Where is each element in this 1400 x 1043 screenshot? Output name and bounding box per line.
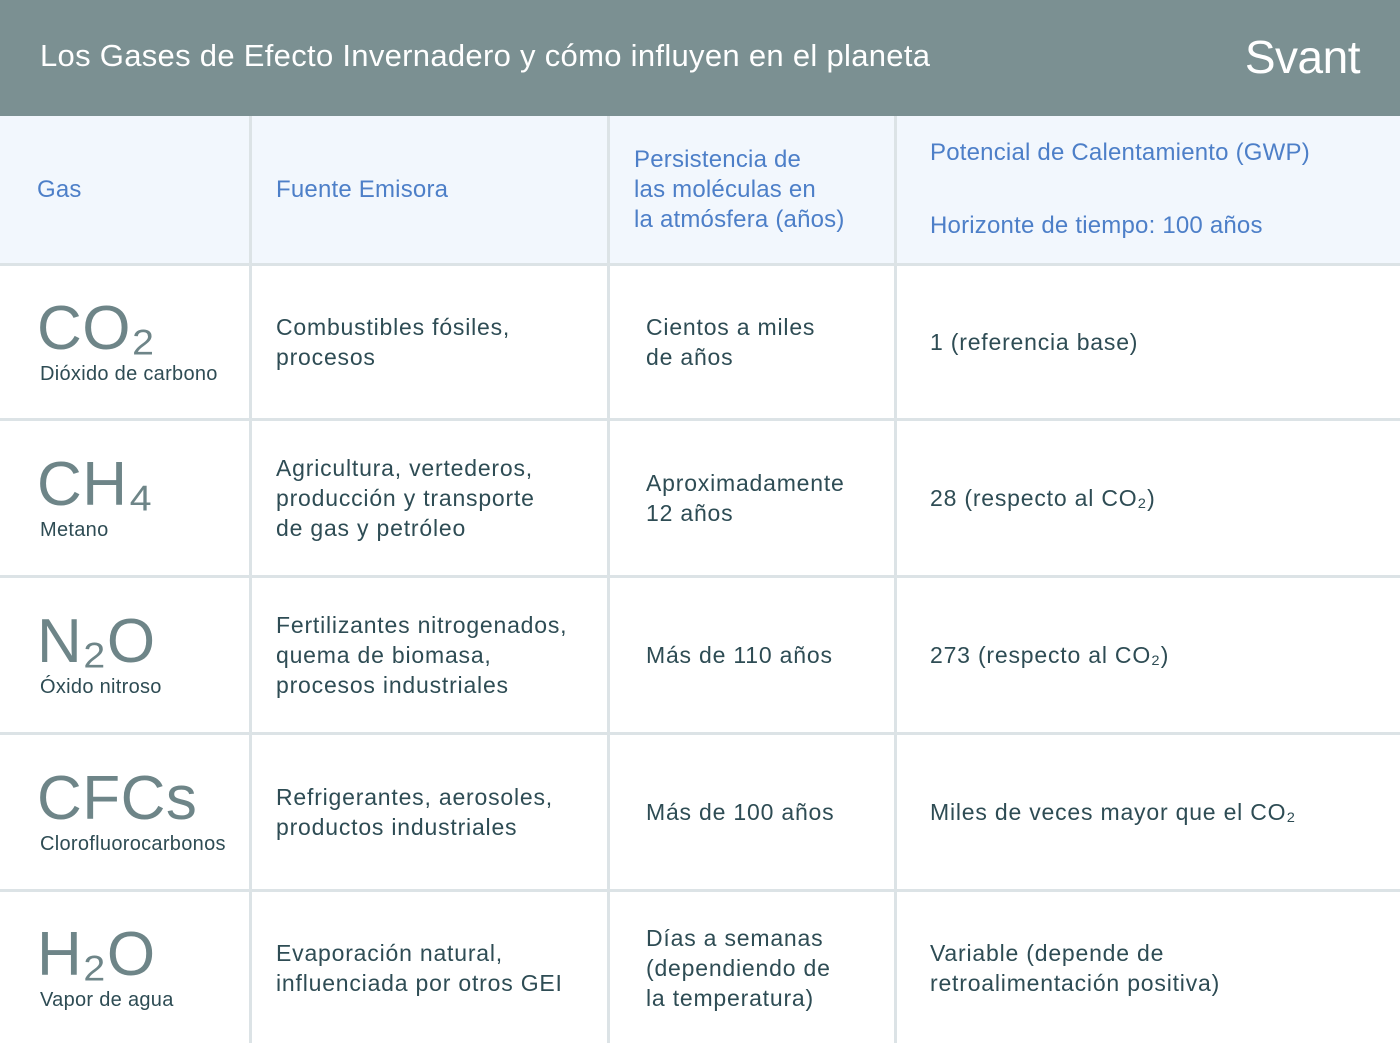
source-cell: Evaporación natural, influenciada por otros GEI bbox=[252, 892, 610, 1043]
column-header-gwp-horizon: Horizonte de tiempo: 100 años bbox=[930, 212, 1263, 239]
gas-table bbox=[0, 116, 1400, 1043]
gas-formula: CFCs bbox=[37, 764, 198, 833]
source-cell: Agricultura, vertederos, producción y transporte de gas y petróleo bbox=[252, 421, 610, 578]
title-bar bbox=[0, 0, 1400, 116]
persistence-cell: Días a semanas (dependiendo de la temperatura) bbox=[610, 892, 897, 1043]
gas-formula: N₂O bbox=[37, 607, 156, 676]
gas-name: Óxido nitroso bbox=[40, 676, 162, 698]
gas-cell-ch4 bbox=[0, 421, 252, 578]
gas-formula: CO₂ bbox=[37, 294, 156, 363]
source-cell: Refrigerantes, aerosoles, productos industriales bbox=[252, 735, 610, 892]
gas-formula: CH₄ bbox=[37, 450, 154, 519]
gas-name: Dióxido de carbono bbox=[40, 363, 218, 385]
gas-cell-h2o bbox=[0, 892, 252, 1043]
source-cell: Fertilizantes nitrogenados, quema de biomasa, procesos industriales bbox=[252, 578, 610, 735]
gas-cell-n2o bbox=[0, 578, 252, 735]
brand-logo: Svant bbox=[1244, 31, 1360, 83]
gwp-cell: 273 (respecto al CO₂) bbox=[897, 578, 1400, 735]
persistence-cell: Más de 100 años bbox=[610, 735, 897, 892]
column-header-gwp-title: Potencial de Calentamiento (GWP) bbox=[930, 139, 1310, 166]
source-cell: Combustibles fósiles, procesos bbox=[252, 266, 610, 421]
gas-cell-cfcs bbox=[0, 735, 252, 892]
gas-name: Clorofluorocarbonos bbox=[40, 833, 226, 855]
column-header-persistence: Persistencia de las moléculas en la atmósfera (años) bbox=[610, 116, 897, 266]
persistence-cell: Cientos a miles de años bbox=[610, 266, 897, 421]
persistence-cell: Más de 110 años bbox=[610, 578, 897, 735]
column-header-gwp bbox=[897, 116, 1400, 266]
gwp-cell: Variable (depende de retroalimentación positiva) bbox=[930, 939, 1221, 996]
gwp-cell: 28 (respecto al CO₂) bbox=[897, 421, 1400, 578]
page-title: Los Gases de Efecto Invernadero y cómo influyen en el planeta bbox=[40, 38, 931, 73]
gas-name: Metano bbox=[40, 519, 109, 541]
gwp-cell: Miles de veces mayor que el CO₂ bbox=[897, 735, 1400, 892]
column-header-source: Fuente Emisora bbox=[252, 116, 610, 266]
gas-formula: H₂O bbox=[37, 919, 156, 989]
persistence-cell: Aproximadamente 12 años bbox=[610, 421, 897, 578]
gwp-cell: 1 (referencia base) bbox=[897, 266, 1400, 421]
column-header-gas: Gas bbox=[0, 116, 252, 266]
gas-cell-co2 bbox=[0, 266, 252, 421]
gas-name: Vapor de agua bbox=[40, 988, 174, 1011]
